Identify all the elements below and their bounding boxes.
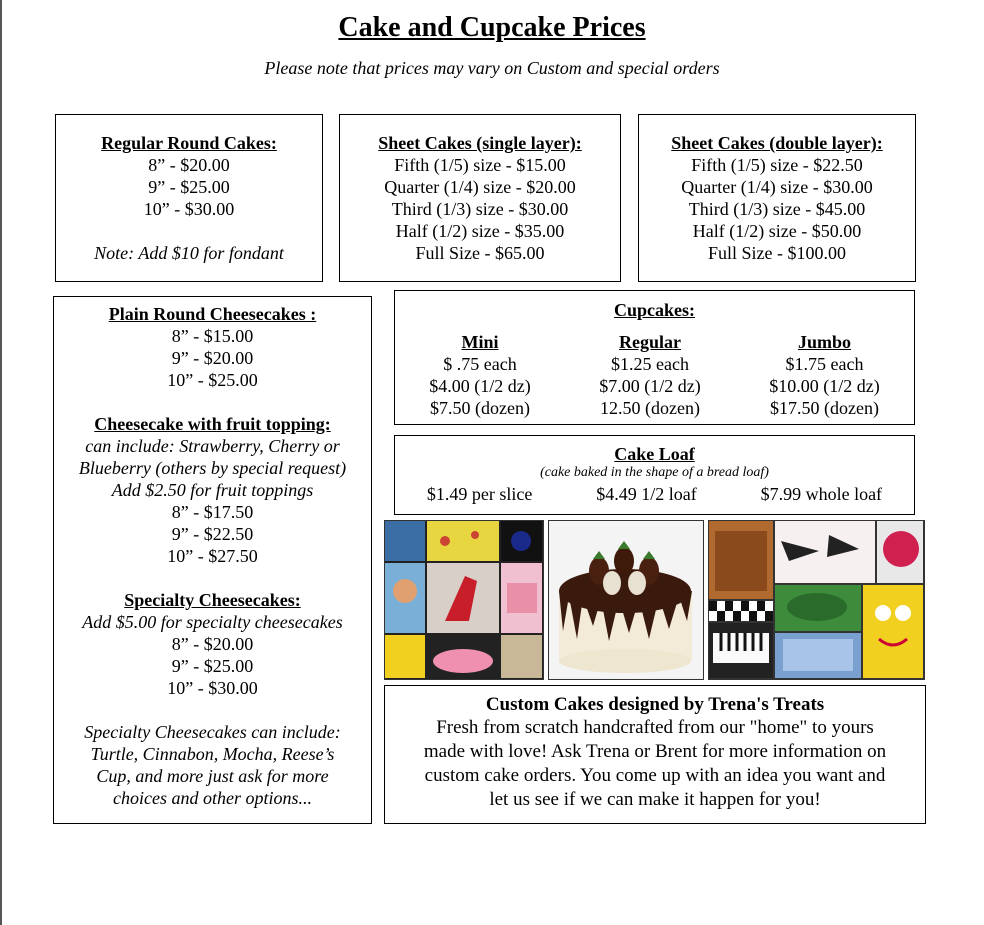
cupcakes-box <box>394 290 915 425</box>
cake-collage-left-image <box>385 521 542 678</box>
specialty-desc: Add $5.00 for specialty cheesecakes <box>82 612 343 632</box>
price-line: Full Size - $65.00 <box>415 243 545 263</box>
custom-text-line: let us see if we can make it happen for you! <box>489 789 821 810</box>
custom-cakes-box <box>384 685 926 824</box>
chocolate-strawberry-cake-photo <box>548 520 704 680</box>
cake-loaf-heading: Cake Loaf <box>614 444 695 464</box>
cupcakes-heading: Cupcakes: <box>613 300 695 320</box>
price-line: $4.00 (1/2 dz) <box>429 376 531 396</box>
cake-collage-photo-left <box>384 520 544 680</box>
custom-text-line: Fresh from scratch handcrafted from our "home" to yours <box>436 717 874 738</box>
cupcake-column-regular <box>599 331 700 419</box>
price-line: 8” - $20.00 <box>171 634 254 654</box>
page-edge <box>0 0 2 925</box>
loaf-price: $7.99 whole loaf <box>760 484 883 504</box>
specialty-note-line: Specialty Cheesecakes can include: <box>84 722 341 742</box>
price-line: Quarter (1/4) size - $30.00 <box>681 177 873 197</box>
cupcake-column-mini <box>429 331 530 419</box>
loaf-price: $4.49 1/2 loaf <box>596 484 697 504</box>
price-line: Third (1/3) size - $30.00 <box>391 199 569 219</box>
price-line: Third (1/3) size - $45.00 <box>688 199 866 219</box>
price-line: Fifth (1/5) size - $15.00 <box>394 155 566 175</box>
cake-collage-right-image <box>709 521 923 678</box>
price-line: $10.00 (1/2 dz) <box>769 376 880 396</box>
plain-cheesecake-heading: Plain Round Cheesecakes : <box>108 304 317 324</box>
price-line: Half (1/2) size - $35.00 <box>395 221 565 241</box>
price-line: Quarter (1/4) size - $20.00 <box>384 177 576 197</box>
cupcake-size-name: Mini <box>461 332 499 352</box>
custom-text-line: custom cake orders. You come up with an idea you want and <box>424 765 886 786</box>
price-line: 8” - $20.00 <box>148 155 230 175</box>
fruit-desc-line: Blueberry (others by special request) <box>78 458 347 478</box>
fondant-note: Note: Add $10 for fondant <box>94 243 284 263</box>
price-line: 10” - $25.00 <box>167 370 258 390</box>
price-line: $17.50 (dozen) <box>770 398 879 418</box>
price-line: 10” - $27.50 <box>167 546 258 566</box>
sheet-double-box <box>638 114 916 282</box>
price-line: 8” - $17.50 <box>171 502 254 522</box>
fruit-desc-line: Add $2.50 for fruit toppings <box>111 480 314 500</box>
specialty-cheesecake-heading: Specialty Cheesecakes: <box>124 590 301 610</box>
cupcake-size-name: Jumbo <box>797 332 851 352</box>
cupcake-column-jumbo <box>769 331 879 419</box>
specialty-note-line: Turtle, Cinnabon, Mocha, Reese’s <box>90 744 335 764</box>
sheet-single-box <box>339 114 621 282</box>
specialty-note-line: choices and other options... <box>113 788 312 808</box>
specialty-note-line: Cup, and more just ask for more <box>96 766 329 786</box>
cake-loaf-note: (cake baked in the shape of a bread loaf) <box>540 465 769 480</box>
sheet-double-heading: Sheet Cakes (double layer): <box>671 133 883 153</box>
price-line: Half (1/2) size - $50.00 <box>692 221 862 241</box>
loaf-price: $1.49 per slice <box>426 484 533 504</box>
custom-text-line: made with love! Ask Trena or Brent for more information on <box>423 741 887 762</box>
sheet-single-heading: Sheet Cakes (single layer): <box>378 133 582 153</box>
price-line: Full Size - $100.00 <box>708 243 846 263</box>
custom-cakes-heading: Custom Cakes designed by Trena's Treats <box>485 694 825 715</box>
price-line: 10” - $30.00 <box>143 199 235 219</box>
regular-round-heading: Regular Round Cakes: <box>101 133 277 153</box>
price-line: 8” - $15.00 <box>171 326 254 346</box>
price-line: 9” - $25.00 <box>148 177 230 197</box>
price-line: $7.50 (dozen) <box>430 398 530 418</box>
price-line: $ .75 each <box>443 354 517 374</box>
price-line: $7.00 (1/2 dz) <box>599 376 701 396</box>
price-line: $1.75 each <box>785 354 864 374</box>
regular-round-cakes-box <box>55 114 323 282</box>
chocolate-cake-image <box>549 521 702 678</box>
price-line: Fifth (1/5) size - $22.50 <box>691 155 863 175</box>
page-subtitle: Please note that prices may vary on Custom and special orders <box>264 58 720 78</box>
fruit-cheesecake-heading: Cheesecake with fruit topping: <box>94 414 331 434</box>
price-line: $1.25 each <box>611 354 689 374</box>
price-line: 12.50 (dozen) <box>600 398 700 418</box>
fruit-desc-line: can include: Strawberry, Cherry or <box>85 436 340 456</box>
page-title: Cake and Cupcake Prices <box>338 12 646 43</box>
price-line: 10” - $30.00 <box>167 678 258 698</box>
cupcake-size-name: Regular <box>618 332 681 352</box>
cheesecakes-box <box>53 296 372 824</box>
price-line: 9” - $25.00 <box>171 656 254 676</box>
price-line: 9” - $20.00 <box>171 348 254 368</box>
price-line: 9” - $22.50 <box>171 524 254 544</box>
cake-collage-photo-right <box>708 520 925 680</box>
cake-loaf-box <box>394 435 915 515</box>
